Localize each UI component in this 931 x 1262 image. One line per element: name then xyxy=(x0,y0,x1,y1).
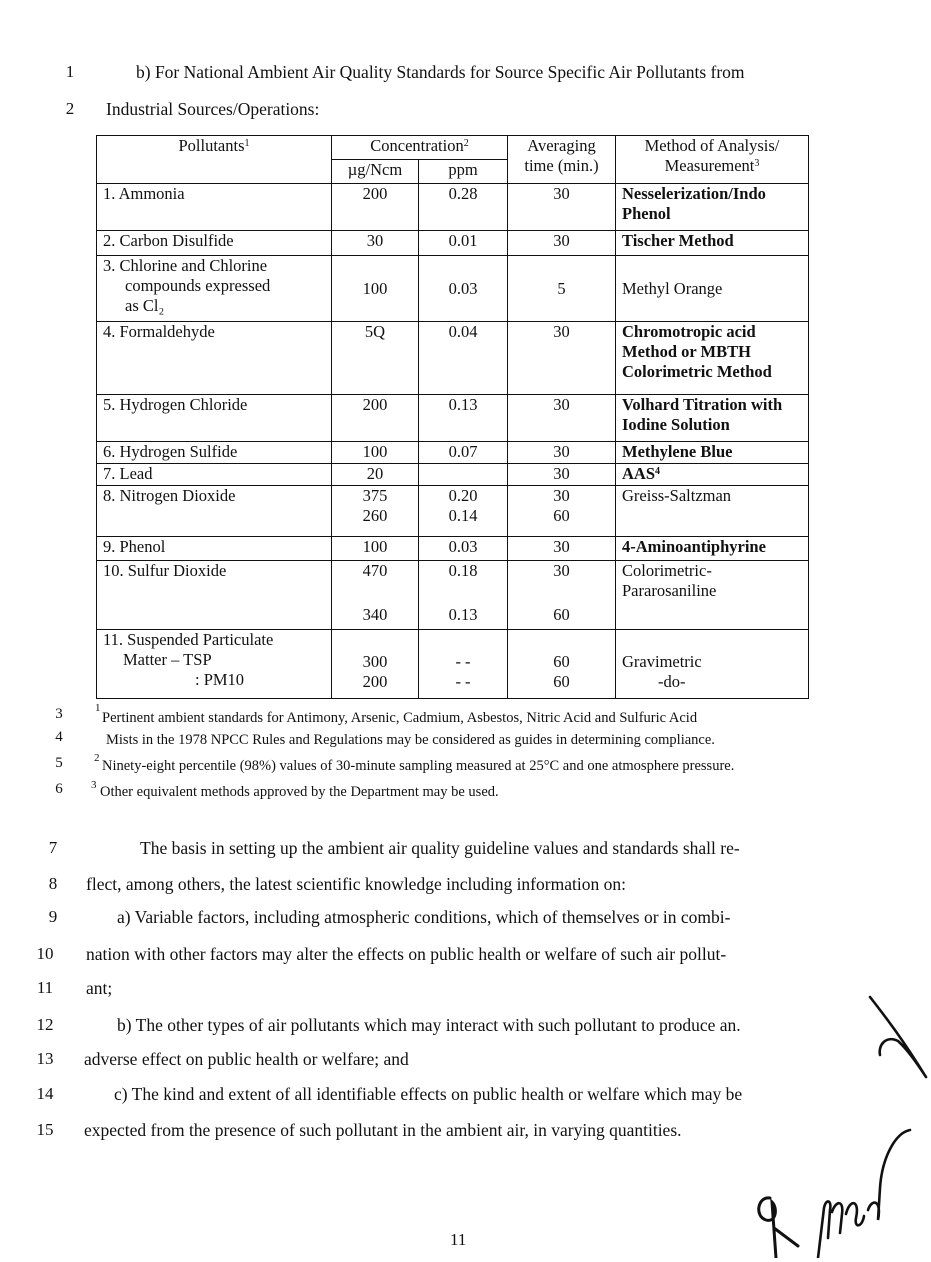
body-line: ant; xyxy=(86,978,113,998)
method-cell xyxy=(616,464,809,486)
table-row xyxy=(97,184,809,231)
concentration-ppm-cell-line: 0.13 xyxy=(448,605,478,624)
pollutant-cell xyxy=(97,395,332,442)
averaging-time-cell-line: 30 xyxy=(553,231,570,250)
header-pollutants: Pollutants$^1$ xyxy=(97,136,332,184)
handwritten-initial-mark xyxy=(868,995,930,1085)
concentration-ppm-cell-line: - - xyxy=(455,652,471,671)
pollutant-cell-line: 3. Chlorine and Chlorine xyxy=(103,256,268,275)
averaging-time-cell xyxy=(508,464,616,486)
table-row xyxy=(97,231,809,256)
concentration-ugncm-cell-line: 200 xyxy=(362,184,388,203)
averaging-time-cell xyxy=(508,184,616,231)
method-cell-line: Methylene Blue xyxy=(622,442,733,461)
averaging-time-cell-line: 30 xyxy=(553,184,570,203)
concentration-ppm-cell-line: 0.20 xyxy=(448,486,478,505)
pollutant-cell-line: 5. Hydrogen Chloride xyxy=(103,395,248,414)
body-line: The basis in setting up the ambient air quality guideline values and standards shall re- xyxy=(140,838,740,858)
method-cell xyxy=(616,630,809,699)
concentration-ppm-cell xyxy=(419,630,508,699)
averaging-time-cell xyxy=(508,561,616,630)
pollutant-cell xyxy=(97,322,332,395)
table-row xyxy=(97,561,809,630)
pollutant-cell xyxy=(97,464,332,486)
averaging-time-cell-line: 60 xyxy=(553,672,570,691)
averaging-time-cell-line: 30 xyxy=(553,464,570,483)
pollutant-cell-line: 11. Suspended Particulate xyxy=(103,630,274,649)
body-line: adverse effect on public health or welfare; and xyxy=(84,1049,409,1069)
header-ppm: ppm xyxy=(419,160,508,184)
pollutant-cell xyxy=(97,630,332,699)
line-number: 8 xyxy=(48,874,58,893)
concentration-ugncm-cell xyxy=(332,464,419,486)
header-ugncm: µg/Ncm xyxy=(332,160,419,184)
line-number: 10 xyxy=(36,944,54,963)
pollutant-cell xyxy=(97,184,332,231)
concentration-ppm-cell xyxy=(419,537,508,561)
pollutant-cell-line: 10. Sulfur Dioxide xyxy=(103,561,227,580)
concentration-ugncm-cell-line: 100 xyxy=(362,537,388,556)
pollutant-cell xyxy=(97,561,332,630)
concentration-ugncm-cell xyxy=(332,537,419,561)
concentration-ugncm-cell-line: 200 xyxy=(362,395,388,414)
concentration-ugncm-cell xyxy=(332,322,419,395)
pollutant-cell xyxy=(97,231,332,256)
concentration-ugncm-cell-line: 5Q xyxy=(364,322,386,341)
table-row xyxy=(97,322,809,395)
concentration-ugncm-cell-line: 300 xyxy=(362,652,388,671)
line-number: 12 xyxy=(36,1015,54,1034)
line-number: 9 xyxy=(48,907,58,926)
method-cell xyxy=(616,561,809,630)
concentration-ppm-cell-line: 0.03 xyxy=(448,537,478,556)
table-row xyxy=(97,537,809,561)
method-cell-line: Methyl Orange xyxy=(622,278,723,298)
concentration-ppm-cell xyxy=(419,322,508,395)
section-heading-line2: Industrial Sources/Operations: xyxy=(106,99,320,119)
concentration-ugncm-cell-line: 20 xyxy=(366,464,384,483)
pollutant-cell xyxy=(97,442,332,464)
averaging-time-cell-line: 60 xyxy=(553,605,570,624)
line-number: 2 xyxy=(65,99,75,118)
averaging-time-cell-line: 30 xyxy=(553,537,570,556)
concentration-ugncm-cell xyxy=(332,561,419,630)
pollutant-cell-line: Matter – TSP xyxy=(123,650,212,669)
concentration-ugncm-cell-line: 200 xyxy=(362,672,388,691)
table-row xyxy=(97,442,809,464)
line-number: 3 xyxy=(55,706,63,722)
averaging-time-cell xyxy=(508,630,616,699)
footnote-marker: 1 xyxy=(95,702,101,714)
concentration-ppm-cell xyxy=(419,464,508,486)
pollutant-cell-line: 8. Nitrogen Dioxide xyxy=(103,486,236,505)
concentration-ugncm-cell-line: 260 xyxy=(362,506,388,525)
pollutant-cell-line: : PM10 xyxy=(195,670,245,689)
concentration-ugncm-cell-line: 470 xyxy=(362,561,388,580)
footnote-1-line2: Mists in the 1978 NPCC Rules and Regulations may be considered as guides in determining compliance. xyxy=(106,732,715,748)
averaging-time-cell-line: 30 xyxy=(553,486,570,505)
pollutant-cell xyxy=(97,256,332,322)
concentration-ugncm-cell-line: 100 xyxy=(362,278,388,298)
method-cell-line: Chromotropic acid xyxy=(622,322,756,341)
averaging-time-cell xyxy=(508,322,616,395)
pollutant-cell-line: 6. Hydrogen Sulfide xyxy=(103,442,238,461)
method-cell-line: AAS$^4$ xyxy=(622,464,661,483)
concentration-ppm-cell-line: 0.18 xyxy=(448,561,478,580)
concentration-ppm-cell xyxy=(419,256,508,322)
averaging-time-cell-line: 30 xyxy=(553,561,570,580)
averaging-time-cell xyxy=(508,395,616,442)
header-concentration: Concentration$^2$ xyxy=(332,136,508,160)
pollutant-cell xyxy=(97,486,332,537)
method-cell-line: Colorimetric- xyxy=(622,561,712,580)
method-cell xyxy=(616,395,809,442)
method-cell-line: Phenol xyxy=(622,204,671,223)
pollutant-cell xyxy=(97,537,332,561)
footnote-marker: 4 xyxy=(655,466,661,477)
concentration-ppm-cell xyxy=(419,442,508,464)
concentration-ugncm-cell-line: 100 xyxy=(362,442,388,461)
method-cell-line: Greiss-Saltzman xyxy=(622,486,732,505)
concentration-ppm-cell-line: 0.13 xyxy=(448,395,478,414)
air-quality-standards-table xyxy=(96,135,809,699)
header-averaging-time: Averaging time (min.) xyxy=(508,136,616,184)
concentration-ppm-cell-line: 0.28 xyxy=(448,184,478,203)
body-line: flect, among others, the latest scientific knowledge including information on: xyxy=(86,874,626,894)
body-line: a) Variable factors, including atmospheric conditions, which of themselves or in combi- xyxy=(117,907,731,927)
method-cell-line: Gravimetric xyxy=(622,652,702,671)
table-row xyxy=(97,256,809,322)
method-cell xyxy=(616,486,809,537)
method-cell-line: Pararosaniline xyxy=(622,581,717,600)
averaging-time-cell-line: 30 xyxy=(553,442,570,461)
concentration-ppm-cell xyxy=(419,561,508,630)
concentration-ppm-cell-line: 0.07 xyxy=(448,442,478,461)
handwritten-signature xyxy=(720,1128,920,1258)
pollutant-cell-line: 1. Ammonia xyxy=(103,184,185,203)
concentration-ppm-cell-line: 0.01 xyxy=(448,231,478,250)
averaging-time-cell-line: 5 xyxy=(557,278,566,298)
concentration-ppm-cell xyxy=(419,184,508,231)
method-cell xyxy=(616,231,809,256)
pollutant-cell-line: compounds expressed xyxy=(125,276,271,295)
averaging-time-cell-line: 60 xyxy=(553,506,570,525)
method-cell-line: Tischer Method xyxy=(622,231,734,250)
concentration-ugncm-cell-line: 30 xyxy=(366,231,384,250)
pollutant-cell-line: 7. Lead xyxy=(103,464,153,483)
method-cell-line: Iodine Solution xyxy=(622,415,730,434)
concentration-ppm-cell-line: 0.14 xyxy=(448,506,478,525)
concentration-ppm-cell xyxy=(419,231,508,256)
body-line: nation with other factors may alter the effects on public health or welfare of such air pollut- xyxy=(86,944,727,964)
concentration-ugncm-cell-line: 375 xyxy=(362,486,388,505)
line-number: 7 xyxy=(48,838,58,857)
concentration-ppm-cell-line: 0.03 xyxy=(448,278,478,298)
concentration-ppm-cell xyxy=(419,486,508,537)
averaging-time-cell xyxy=(508,537,616,561)
section-heading-line1: b) For National Ambient Air Quality Standards for Source Specific Air Pollutants from xyxy=(136,62,745,82)
method-cell xyxy=(616,442,809,464)
concentration-ugncm-cell-line: 340 xyxy=(362,605,388,624)
averaging-time-cell xyxy=(508,442,616,464)
pollutant-cell-line: 9. Phenol xyxy=(103,537,166,556)
concentration-ugncm-cell xyxy=(332,256,419,322)
line-number: 5 xyxy=(55,755,63,771)
method-cell-line: Colorimetric Method xyxy=(622,362,772,381)
concentration-ppm-cell-line: - - xyxy=(455,672,471,691)
pollutant-cell-line: 2. Carbon Disulfide xyxy=(103,231,234,250)
averaging-time-cell-line: 30 xyxy=(553,395,570,414)
averaging-time-cell-line: 60 xyxy=(553,652,570,671)
method-cell xyxy=(616,256,809,322)
concentration-ppm-cell xyxy=(419,395,508,442)
method-cell xyxy=(616,322,809,395)
averaging-time-cell-line: 30 xyxy=(553,322,570,341)
table-row xyxy=(97,630,809,699)
body-line: c) The kind and extent of all identifiable effects on public health or welfare which may be xyxy=(114,1084,743,1104)
method-cell xyxy=(616,537,809,561)
footnote-3: Other equivalent methods approved by the Department may be used. xyxy=(100,784,499,800)
footnote-1-line1: Pertinent ambient standards for Antimony, Arsenic, Cadmium, Asbestos, Nitric Acid and Sulfuric Acid xyxy=(102,710,698,726)
concentration-ugncm-cell xyxy=(332,184,419,231)
line-number: 14 xyxy=(36,1084,54,1103)
method-cell-line: Method or MBTH xyxy=(622,342,751,361)
page-number: 11 xyxy=(450,1230,467,1249)
footnote-marker: 3 xyxy=(91,779,97,791)
footnote-marker: 2 xyxy=(94,752,100,764)
footnote-2: Ninety-eight percentile (98%) values of 30-minute sampling measured at 25°C and one atmosphere pressure. xyxy=(102,758,735,774)
concentration-ugncm-cell xyxy=(332,630,419,699)
averaging-time-cell xyxy=(508,231,616,256)
line-number: 11 xyxy=(36,978,54,997)
method-cell-line: Volhard Titration with xyxy=(622,395,783,414)
concentration-ugncm-cell xyxy=(332,231,419,256)
table-row xyxy=(97,486,809,537)
line-number: 15 xyxy=(36,1120,54,1139)
line-number: 13 xyxy=(36,1049,54,1068)
method-cell-line: Nesselerization/Indo xyxy=(622,184,766,203)
method-cell-line: -do- xyxy=(658,672,686,691)
line-number: 1 xyxy=(65,62,75,81)
table-row xyxy=(97,464,809,486)
averaging-time-cell xyxy=(508,486,616,537)
table-row xyxy=(97,395,809,442)
method-cell-line: 4-Aminoantiphyrine xyxy=(622,537,766,556)
concentration-ugncm-cell xyxy=(332,395,419,442)
averaging-time-cell xyxy=(508,256,616,322)
body-line: b) The other types of air pollutants which may interact with such pollutant to produce an. xyxy=(117,1015,741,1035)
concentration-ugncm-cell xyxy=(332,486,419,537)
concentration-ppm-cell-line: 0.04 xyxy=(448,322,478,341)
line-number: 6 xyxy=(55,781,63,797)
header-method: Method of Analysis/ Measurement$^3$ xyxy=(616,136,809,184)
line-number: 4 xyxy=(55,729,63,745)
pollutant-cell-line: 4. Formaldehyde xyxy=(103,322,215,341)
pollutant-cell-line: as Cl₂ xyxy=(125,296,165,315)
concentration-ugncm-cell xyxy=(332,442,419,464)
body-line: expected from the presence of such pollutant in the ambient air, in varying quantities. xyxy=(84,1120,682,1140)
method-cell xyxy=(616,184,809,231)
